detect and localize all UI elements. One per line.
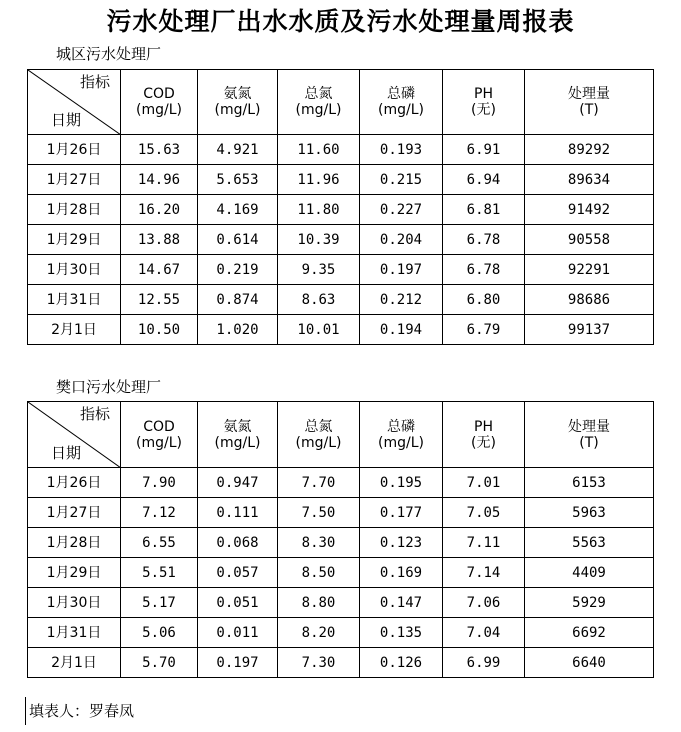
corner-label-indicator: 指标 — [79, 405, 110, 423]
ammonia-cell: 4.921 — [198, 135, 278, 165]
ph-cell: 6.91 — [443, 135, 525, 165]
ammonia-cell: 0.051 — [198, 588, 278, 618]
volume-cell: 98686 — [525, 285, 654, 315]
corner-cell — [28, 402, 121, 468]
table-row — [28, 165, 654, 195]
total-nitrogen-cell: 11.60 — [278, 135, 360, 165]
corner-cell — [28, 70, 121, 135]
ph-cell: 7.05 — [443, 498, 525, 528]
cod-cell: 6.55 — [121, 528, 198, 558]
volume-cell: 5929 — [525, 588, 654, 618]
date-cell: 1月31日 — [28, 618, 121, 648]
col-header-total-nitrogen — [278, 70, 360, 135]
date-cell: 1月29日 — [28, 558, 121, 588]
cod-cell: 14.67 — [121, 255, 198, 285]
col-header-ph — [443, 70, 525, 135]
total-nitrogen-cell: 8.50 — [278, 558, 360, 588]
col-unit: (无) — [471, 102, 496, 118]
total-phosphorus-cell: 0.147 — [360, 588, 443, 618]
total-nitrogen-cell: 7.50 — [278, 498, 360, 528]
col-unit: (mg/L) — [378, 102, 424, 118]
total-phosphorus-cell: 0.197 — [360, 255, 443, 285]
col-header-cod — [121, 402, 198, 468]
col-name: 处理量 — [568, 86, 610, 102]
total-phosphorus-cell: 0.194 — [360, 315, 443, 345]
col-header-ammonia — [198, 402, 278, 468]
cod-cell: 13.88 — [121, 225, 198, 255]
volume-cell: 90558 — [525, 225, 654, 255]
total-nitrogen-cell: 11.96 — [278, 165, 360, 195]
cod-cell: 14.96 — [121, 165, 198, 195]
fankou-plant-table — [27, 401, 654, 678]
col-name: 总磷 — [387, 86, 415, 102]
ph-cell: 7.04 — [443, 618, 525, 648]
total-nitrogen-cell: 8.20 — [278, 618, 360, 648]
table-row — [28, 528, 654, 558]
total-nitrogen-cell: 8.63 — [278, 285, 360, 315]
volume-cell: 89292 — [525, 135, 654, 165]
total-phosphorus-cell: 0.195 — [360, 468, 443, 498]
cod-cell: 15.63 — [121, 135, 198, 165]
col-header-total-phosphorus — [360, 70, 443, 135]
date-cell: 1月31日 — [28, 285, 121, 315]
cod-cell: 7.90 — [121, 468, 198, 498]
cod-cell: 5.06 — [121, 618, 198, 648]
table-row — [28, 225, 654, 255]
date-cell: 1月28日 — [28, 195, 121, 225]
total-nitrogen-cell: 8.80 — [278, 588, 360, 618]
total-phosphorus-cell: 0.215 — [360, 165, 443, 195]
col-name: COD — [143, 86, 175, 102]
volume-cell: 99137 — [525, 315, 654, 345]
col-unit: (mg/L) — [214, 434, 261, 451]
filled-by-name: 罗春凤 — [89, 702, 135, 720]
col-name: PH — [474, 418, 493, 435]
volume-cell: 89634 — [525, 165, 654, 195]
date-cell: 1月26日 — [28, 468, 121, 498]
total-phosphorus-cell: 0.227 — [360, 195, 443, 225]
col-unit: (mg/L) — [136, 102, 182, 118]
col-name: PH — [474, 86, 493, 102]
ammonia-cell: 0.197 — [198, 648, 278, 678]
total-phosphorus-cell: 0.177 — [360, 498, 443, 528]
table-row — [28, 588, 654, 618]
total-nitrogen-cell: 7.30 — [278, 648, 360, 678]
ph-cell: 6.79 — [443, 315, 525, 345]
ammonia-cell: 0.219 — [198, 255, 278, 285]
cod-cell: 12.55 — [121, 285, 198, 315]
ammonia-cell: 0.011 — [198, 618, 278, 648]
corner-label-date: 日期 — [51, 444, 82, 462]
ammonia-cell: 0.947 — [198, 468, 278, 498]
date-cell: 1月28日 — [28, 528, 121, 558]
volume-cell: 5963 — [525, 498, 654, 528]
table-header-row — [28, 70, 654, 135]
total-nitrogen-cell: 10.01 — [278, 315, 360, 345]
table-row — [28, 648, 654, 678]
total-phosphorus-cell: 0.204 — [360, 225, 443, 255]
ph-cell: 7.11 — [443, 528, 525, 558]
col-unit: (T) — [579, 434, 599, 451]
date-cell: 1月29日 — [28, 225, 121, 255]
total-phosphorus-cell: 0.126 — [360, 648, 443, 678]
col-unit: (mg/L) — [378, 434, 424, 451]
col-header-volume — [525, 402, 654, 468]
col-header-total-nitrogen — [278, 402, 360, 468]
total-phosphorus-cell: 0.212 — [360, 285, 443, 315]
total-nitrogen-cell: 9.35 — [278, 255, 360, 285]
volume-cell: 4409 — [525, 558, 654, 588]
col-header-ph — [443, 402, 525, 468]
table-row — [28, 618, 654, 648]
volume-cell: 6153 — [525, 468, 654, 498]
volume-cell: 92291 — [525, 255, 654, 285]
ammonia-cell: 1.020 — [198, 315, 278, 345]
col-name: 总氮 — [304, 86, 333, 102]
ph-cell: 6.78 — [443, 225, 525, 255]
filled-by — [25, 697, 134, 725]
ammonia-cell: 0.874 — [198, 285, 278, 315]
table-row — [28, 468, 654, 498]
ammonia-cell: 5.653 — [198, 165, 278, 195]
ammonia-cell: 0.111 — [198, 498, 278, 528]
volume-cell: 5563 — [525, 528, 654, 558]
cod-cell: 5.17 — [121, 588, 198, 618]
col-unit: (mg/L) — [136, 434, 182, 451]
table-row — [28, 135, 654, 165]
volume-cell: 6640 — [525, 648, 654, 678]
col-name: 总氮 — [304, 418, 333, 435]
cod-cell: 7.12 — [121, 498, 198, 528]
col-header-volume — [525, 70, 654, 135]
col-unit: (T) — [579, 102, 599, 118]
total-nitrogen-cell: 7.70 — [278, 468, 360, 498]
section-title-urban-plant: 城区污水处理厂 — [56, 45, 162, 63]
volume-cell: 6692 — [525, 618, 654, 648]
filled-by-label: 填表人： — [29, 702, 90, 720]
urban-plant-table — [27, 69, 654, 345]
ph-cell: 6.99 — [443, 648, 525, 678]
col-name: 氨氮 — [223, 86, 252, 102]
corner-label-indicator: 指标 — [79, 73, 110, 91]
total-nitrogen-cell: 8.30 — [278, 528, 360, 558]
date-cell: 1月27日 — [28, 165, 121, 195]
ammonia-cell: 0.057 — [198, 558, 278, 588]
total-phosphorus-cell: 0.135 — [360, 618, 443, 648]
col-unit: (无) — [471, 434, 496, 451]
col-name: COD — [143, 418, 175, 435]
total-nitrogen-cell: 11.80 — [278, 195, 360, 225]
ph-cell: 6.80 — [443, 285, 525, 315]
col-name: 总磷 — [387, 418, 415, 435]
date-cell: 1月30日 — [28, 255, 121, 285]
col-header-total-phosphorus — [360, 402, 443, 468]
ammonia-cell: 0.614 — [198, 225, 278, 255]
volume-cell: 91492 — [525, 195, 654, 225]
cod-cell: 5.51 — [121, 558, 198, 588]
report-title: 污水处理厂出水水质及污水处理量周报表 — [106, 7, 575, 36]
cod-cell: 16.20 — [121, 195, 198, 225]
table-row — [28, 285, 654, 315]
table-header-row — [28, 402, 654, 468]
col-header-cod — [121, 70, 198, 135]
date-cell: 1月30日 — [28, 588, 121, 618]
date-cell: 1月27日 — [28, 498, 121, 528]
ph-cell: 7.01 — [443, 468, 525, 498]
ph-cell: 6.78 — [443, 255, 525, 285]
cod-cell: 5.70 — [121, 648, 198, 678]
col-unit: (mg/L) — [214, 102, 261, 118]
date-cell: 2月1日 — [28, 315, 121, 345]
ph-cell: 6.94 — [443, 165, 525, 195]
total-nitrogen-cell: 10.39 — [278, 225, 360, 255]
ph-cell: 7.06 — [443, 588, 525, 618]
col-unit: (mg/L) — [295, 102, 342, 118]
table-row — [28, 315, 654, 345]
ammonia-cell: 4.169 — [198, 195, 278, 225]
ph-cell: 7.14 — [443, 558, 525, 588]
table-row — [28, 558, 654, 588]
date-cell: 2月1日 — [28, 648, 121, 678]
col-name: 氨氮 — [223, 418, 252, 435]
col-name: 处理量 — [568, 418, 610, 435]
corner-label-date: 日期 — [51, 111, 82, 129]
total-phosphorus-cell: 0.123 — [360, 528, 443, 558]
section-title-fankou-plant: 樊口污水处理厂 — [56, 378, 162, 396]
date-cell: 1月26日 — [28, 135, 121, 165]
col-header-ammonia — [198, 70, 278, 135]
ammonia-cell: 0.068 — [198, 528, 278, 558]
total-phosphorus-cell: 0.169 — [360, 558, 443, 588]
col-unit: (mg/L) — [295, 434, 342, 451]
table-row — [28, 255, 654, 285]
table-row — [28, 195, 654, 225]
total-phosphorus-cell: 0.193 — [360, 135, 443, 165]
table-row — [28, 498, 654, 528]
ph-cell: 6.81 — [443, 195, 525, 225]
cod-cell: 10.50 — [121, 315, 198, 345]
